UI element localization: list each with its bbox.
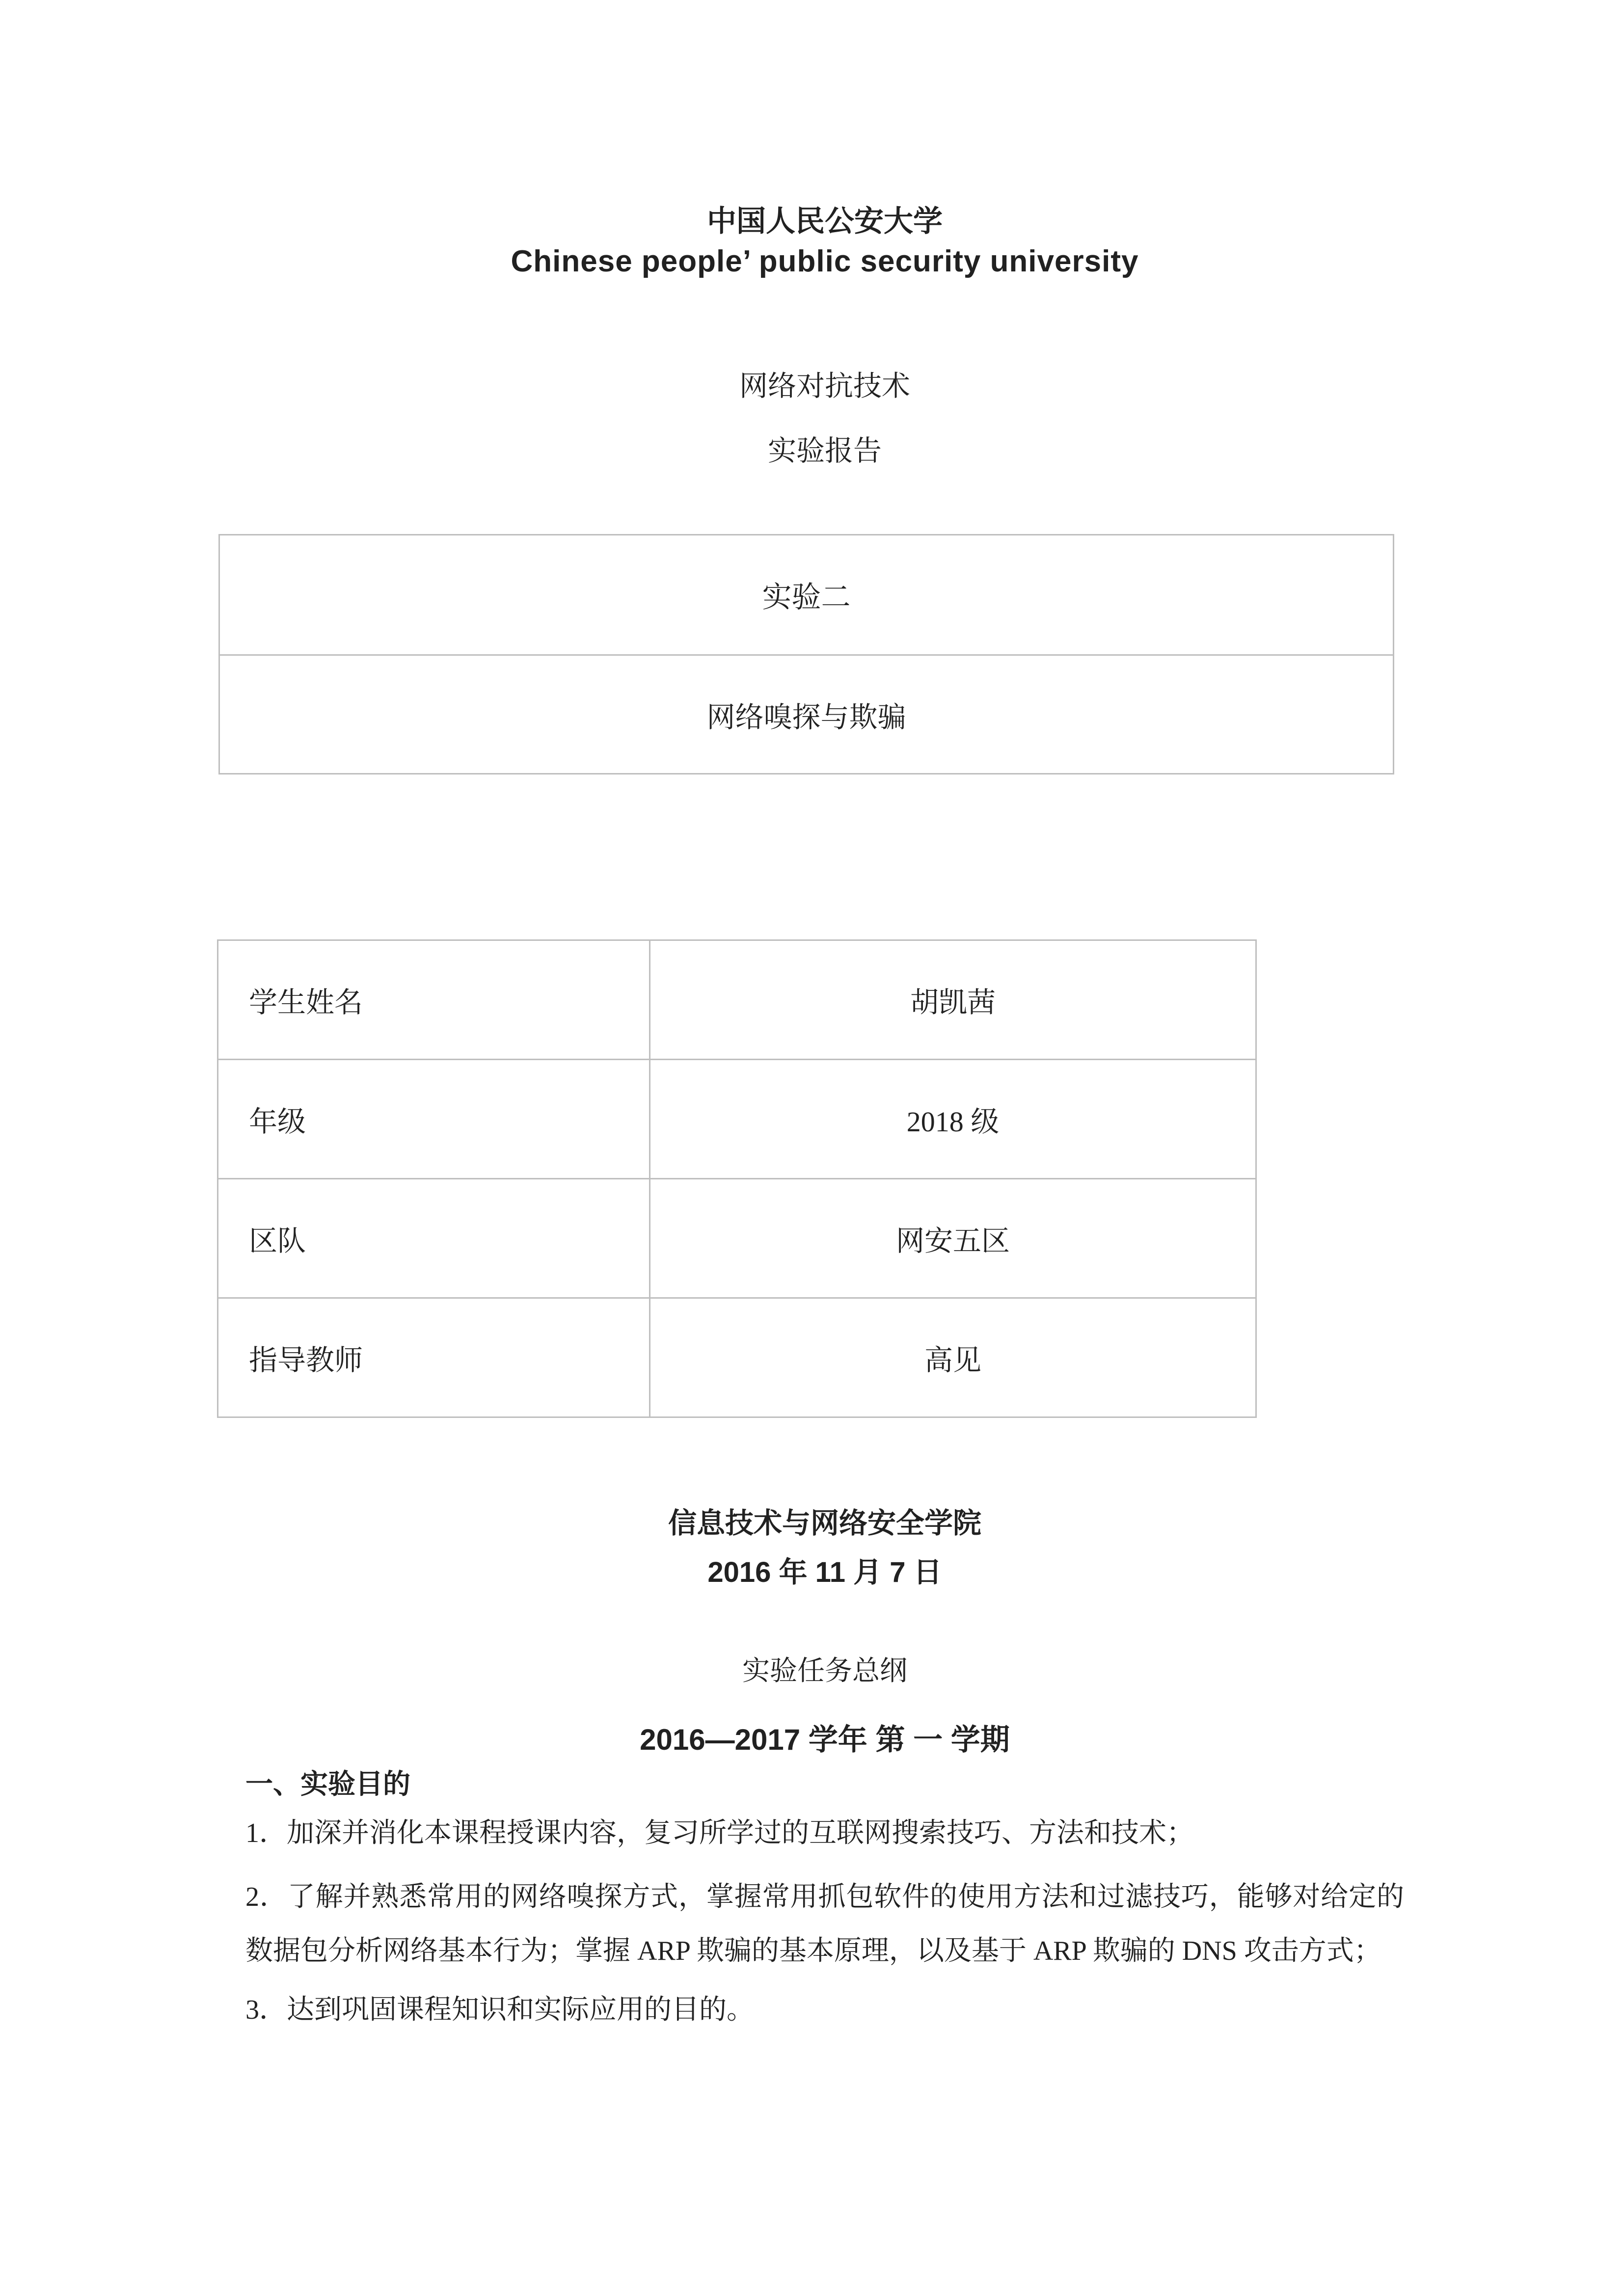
objective-item-1: 1．加深并消化本课程授课内容，复习所学过的互联网搜索技巧、方法和技术； bbox=[245, 1818, 1194, 1848]
school-name: 信息技术与网络安全学院 bbox=[668, 1507, 981, 1539]
table-row bbox=[218, 940, 1256, 1060]
student-info-table bbox=[217, 939, 1257, 1418]
table-row bbox=[218, 1060, 1256, 1179]
squad-label: 区队 bbox=[218, 1179, 650, 1298]
experiment-box bbox=[218, 534, 1394, 774]
report-type: 实验报告 bbox=[767, 435, 882, 467]
table-row bbox=[218, 1179, 1256, 1298]
course-name: 网络对抗技术 bbox=[739, 370, 910, 402]
advisor-label: 指导教师 bbox=[218, 1298, 650, 1417]
semester-line: 2016—2017 学年 第 一 学期 bbox=[640, 1723, 1010, 1756]
section-heading-purpose: 一、实验目的 bbox=[245, 1768, 410, 1799]
experiment-number: 实验二 bbox=[762, 581, 851, 614]
grade-label: 年级 bbox=[218, 1060, 650, 1179]
advisor-value: 高见 bbox=[650, 1298, 1256, 1417]
squad-value: 网安五区 bbox=[650, 1179, 1256, 1298]
objective-item-2: 2．了解并熟悉常用的网络嗅探方式，掌握常用抓包软件的使用方法和过滤技巧，能够对给定的数据包分析网络基本行为；掌握 ARP 欺骗的基本原理，以及基于 ARP 欺骗的 DNS 攻击方式； bbox=[245, 1882, 1404, 1966]
table-row bbox=[218, 1298, 1256, 1417]
student-name-label: 学生姓名 bbox=[218, 940, 650, 1060]
experiment-title: 网络嗅探与欺骗 bbox=[220, 654, 1393, 773]
outline-title: 实验任务总纲 bbox=[742, 1656, 907, 1686]
document-page bbox=[245, 0, 1404, 2037]
report-date: 2016 年 11 月 7 日 bbox=[707, 1556, 942, 1588]
grade-value: 2018 级 bbox=[650, 1060, 1256, 1179]
objective-item-3: 3．达到巩固课程知识和实际应用的目的。 bbox=[245, 1995, 754, 2025]
student-name-value: 胡凯茜 bbox=[650, 940, 1256, 1060]
university-title-zh: 中国人民公安大学 bbox=[707, 205, 943, 238]
university-title-en: Chinese people’ public security university bbox=[511, 244, 1139, 278]
